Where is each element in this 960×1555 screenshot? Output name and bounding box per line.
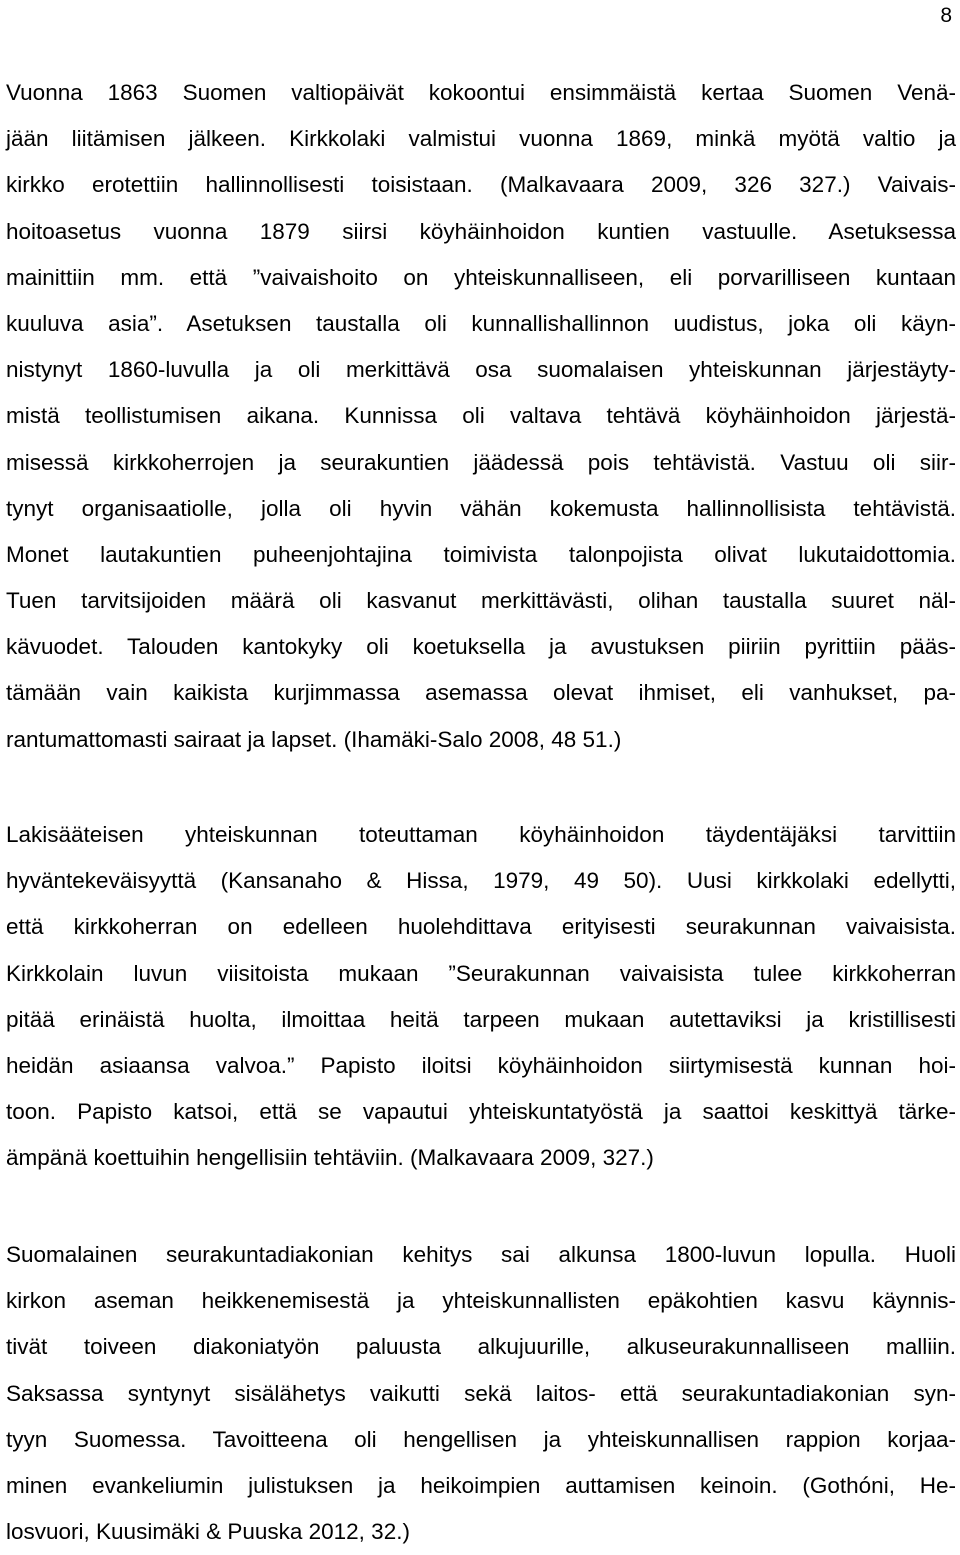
text-line: Lakisääteisen yhteiskunnan toteuttaman köyhäinhoidon täydentäjäksi tarvittiin bbox=[6, 822, 956, 847]
text-line: tivät toiveen diakoniatyön paluusta alkujuurille, alkuseurakunnalliseen malliin. bbox=[6, 1334, 956, 1360]
page-number: 8 bbox=[940, 4, 952, 27]
text-line: rantumattomasti sairaat ja lapset. (Ihamäki-Salo 2008, 48 51.) bbox=[6, 726, 622, 752]
text-line: tämään vain kaikista kurjimmassa asemassa olevat ihmiset, eli vanhukset, pa- bbox=[6, 680, 956, 706]
text-line: toon. Papisto katsoi, että se vapautui yhteiskuntatyöstä ja saattoi keskittyä tärke- bbox=[6, 1099, 956, 1125]
text-line: heidän asiaansa valvoa.” Papisto iloitsi köyhäinhoidon siirtymisestä kunnan hoi- bbox=[6, 1052, 956, 1078]
paragraph-2 bbox=[6, 812, 956, 1182]
text-line: tyyn Suomessa. Tavoitteena oli hengellisen ja yhteiskunnallisen rappion korjaa- bbox=[6, 1426, 956, 1452]
text-line: kuuluva asia”. Asetuksen taustalla oli kunnallishallinnon uudistus, joka oli käyn- bbox=[6, 310, 956, 336]
text-line: misessä kirkkoherrojen ja seurakuntien jäädessä pois tehtävistä. Vastuu oli siir- bbox=[6, 449, 956, 475]
text-line: kävuodet. Talouden kantokyky oli koetuksella ja avustuksen piiriin pyrittiin pääs- bbox=[6, 634, 956, 660]
text-line: kirkon aseman heikkenemisestä ja yhteiskunnallisten epäkohtien kasvu käynnis- bbox=[6, 1288, 956, 1314]
text-line: hyväntekeväisyyttä (Kansanaho & Hissa, 1979, 49 50). Uusi kirkkolaki edellytti, bbox=[6, 868, 956, 894]
paragraph-3 bbox=[6, 1232, 956, 1555]
text-line: Kirkkolain luvun viisitoista mukaan ”Seurakunnan vaivaisista tulee kirkkoherran bbox=[6, 960, 956, 986]
paragraph-1 bbox=[6, 70, 956, 763]
text-line: tynyt organisaatiolle, jolla oli hyvin vähän kokemusta hallinnollisista tehtävistä. bbox=[6, 495, 956, 521]
text-line: hoitoasetus vuonna 1879 siirsi köyhäinhoidon kuntien vastuulle. Asetuksessa bbox=[6, 218, 956, 244]
text-line: ämpänä koettuihin hengellisiin tehtäviin. (Malkavaara 2009, 327.) bbox=[6, 1145, 654, 1171]
text-line: mistä teollistumisen aikana. Kunnissa oli valtava tehtävä köyhäinhoidon järjestä- bbox=[6, 403, 956, 429]
text-line: Suomalainen seurakuntadiakonian kehitys sai alkunsa 1800-luvun lopulla. Huoli bbox=[6, 1242, 956, 1267]
text-line: mainittiin mm. että ”vaivaishoito on yhteiskunnalliseen, eli porvarilliseen kuntaan bbox=[6, 264, 956, 290]
text-line: Monet lautakuntien puheenjohtajina toimivista talonpojista olivat lukutaidottomia. bbox=[6, 541, 956, 567]
text-line: Tuen tarvitsijoiden määrä oli kasvanut merkittävästi, olihan taustalla suuret näl- bbox=[6, 588, 956, 614]
text-line: Vuonna 1863 Suomen valtiopäivät kokoontui ensimmäistä kertaa Suomen Venä- bbox=[6, 80, 956, 105]
text-line: losvuori, Kuusimäki & Puuska 2012, 32.) bbox=[6, 1519, 410, 1545]
text-line: nistynyt 1860-luvulla ja oli merkittävä osa suomalaisen yhteiskunnan järjestäyty- bbox=[6, 357, 956, 383]
text-line: minen evankeliumin julistuksen ja heikoimpien auttamisen keinoin. (Gothóni, He- bbox=[6, 1472, 956, 1498]
text-line: että kirkkoherran on edelleen huolehdittava erityisesti seurakunnan vaivaisista. bbox=[6, 914, 956, 940]
text-line: pitää erinäistä huolta, ilmoittaa heitä tarpeen mukaan autettaviksi ja kristillisesti bbox=[6, 1006, 956, 1032]
text-line: kirkko erotettiin hallinnollisesti toisistaan. (Malkavaara 2009, 326 327.) Vaivais- bbox=[6, 172, 956, 198]
text-line: jään liitämisen jälkeen. Kirkkolaki valmistui vuonna 1869, minkä myötä valtio ja bbox=[6, 126, 956, 152]
text-line: Saksassa syntynyt sisälähetys vaikutti sekä laitos- että seurakuntadiakonian syn- bbox=[6, 1380, 956, 1406]
